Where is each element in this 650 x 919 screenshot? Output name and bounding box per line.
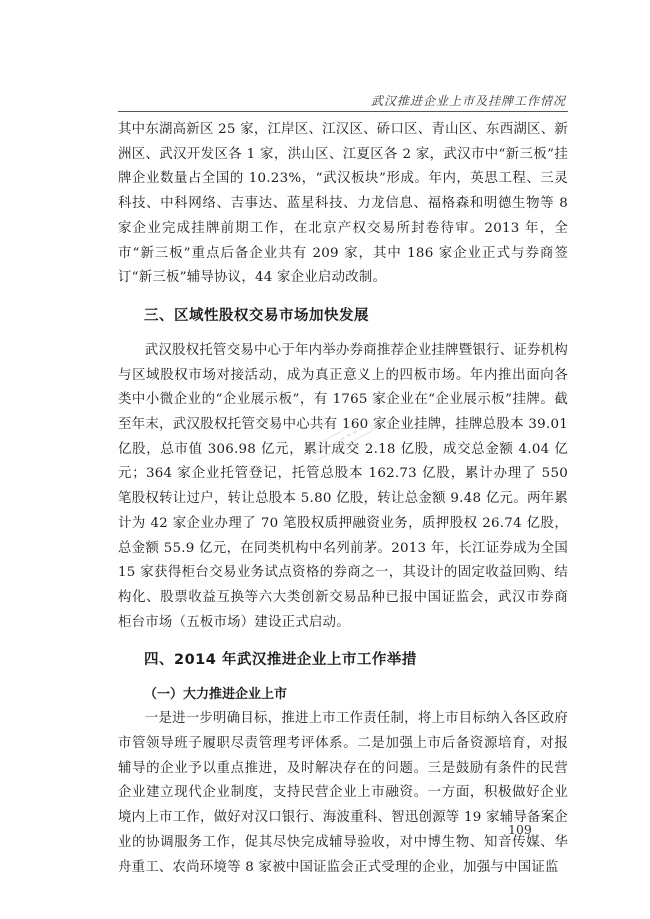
header-rule [118,111,568,112]
paragraph-listing-measures: 一是进一步明确目标，推进上市工作责任制，将上市目标纳入各区政府市管领导班子履职尽责管理考评体系。二是加强上市后备资源培育，对报辅导的企业予以重点推进，及时解决存在的问题。三是鼓励有条件的民营企业建立现代企业制度，支持民营企业上市融资。一方面，积极做好企业境内上市工作，做好对汉口银行、海波重科、智迅创源等 19 家辅导备案企业的协调服务工作，促其尽快完成辅导验收，对中博生物、知音传媒、华舟重工、农尚环境等 8 家被中国证监会正式受理的企业，加强与中国证监 [118,711,568,875]
paragraph-equity-market: 武汉股权托管交易中心于年内举办券商推荐企业挂牌暨银行、证券机构与区域股权市场对接活动，成为真正意义上的四板市场。年内推出面向各类中小微企业的“企业展示板”，有 1765 家企业在“企业展示板”挂牌。截至年末，武汉股权托管交易中心共有 160 家企业挂牌，挂牌总股本 39.01 亿股，总市值 306.98 亿元，累计成交 2.18 亿股，成交总金额 4.04 亿元；364 家企业托管登记，托管总股本 162.73 亿股，累计办理了 550 笔股权转让过户，转让总股本 5.80 亿股，转让总金额 9.48 亿元。两年累计为 42 家企业办理了 70 笔股权质押融资业务，质押股权 26.74 亿股，总金额 55.9 亿元，在同类机构中名列前茅。2013 年，长江证券成为全国 15 家获得柜台交易业务试点资格的券商之一，其设计的固定收益回购、结构化、股票收益互换等六大类创新交易品种已报中国证监会，武汉市券商柜台市场（五板市场）建设正式启动。 [118,342,568,630]
page-number: 109 [508,822,532,837]
running-header: 武汉推进企业上市及挂牌工作情况 [370,94,566,108]
body-text [118,118,568,880]
paragraph-continued: 其中东湖高新区 25 家，江岸区、江汉区、硚口区、青山区、东西湖区、新洲区、武汉开发区各 1 家，洪山区、江夏区各 2 家，武汉市中“新三板”挂牌企业数量占全国的 10.23%，“武汉板块”形成。年内，英思工程、三灵科技、中科网络、吉事达、蓝星科技、力龙信息、福格森和明德生物等 8 家企业完成挂牌前期工作，在北京产权交易所封卷待审。2013 年，全市“新三板”重点后备企业共有 209 家，其中 186 家企业正式与券商签订“新三板”辅导协议，44 家企业启动改制。 [118,122,568,286]
section-heading-4: 四、2014 年武汉推进企业上市工作举措 [144,652,417,669]
section-heading-3: 三、区域性股权交易市场加快发展 [144,307,369,324]
subsection-heading-1: （一）大力推进企业上市 [144,687,288,703]
